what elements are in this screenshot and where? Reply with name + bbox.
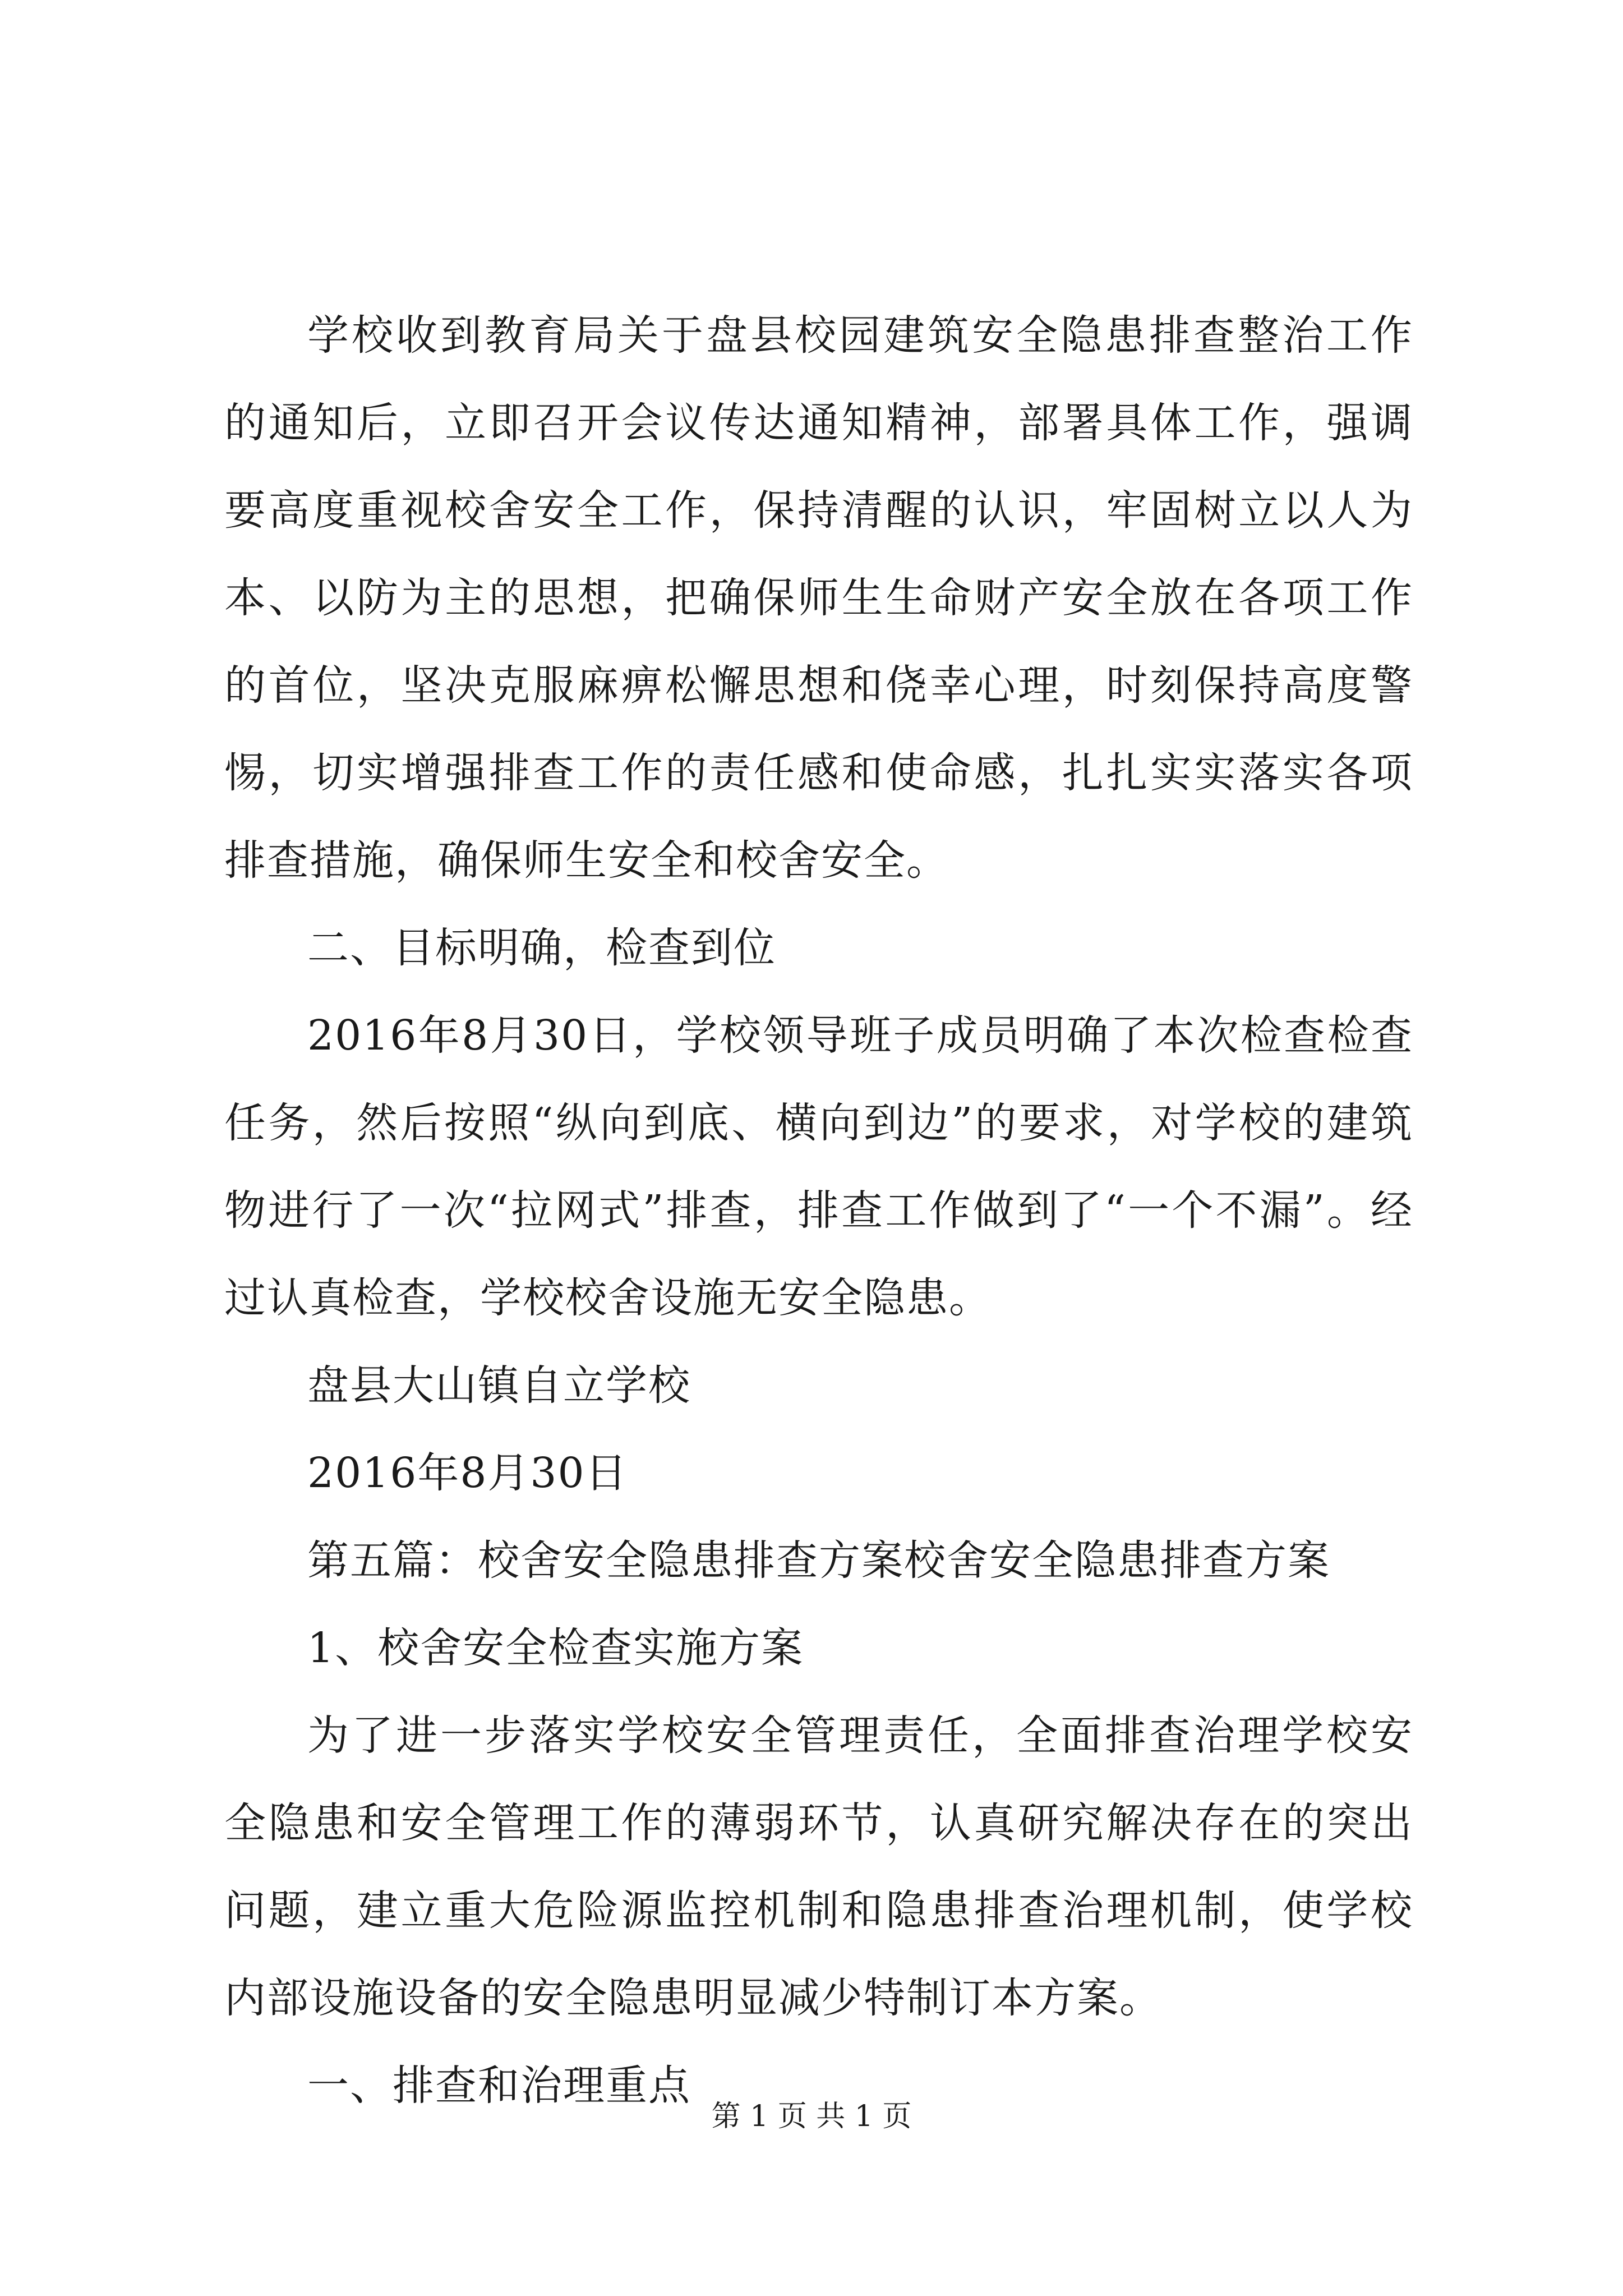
signature-date: 2016年8月30日 [307,1449,628,1497]
document-body [224,292,1413,2129]
heading-plan-one: 1、校舍安全检查实施方案 [307,1624,804,1672]
heading-section-two: 二、目标明确，检查到位 [307,924,776,972]
paragraph-intro: 学校收到教育局关于盘县校园建筑安全隐患排查整治工作的通知后，立即召开会议传达通知精神，部署具体工作，强调要高度重视校舍安全工作，保持清醒的认识，牢固树立以人为本、以防为主的思想，把确保师生生命财产安全放在各项工作的首位，坚决克服麻痹松懈思想和侥幸心理，时刻保持高度警惕，切实增强排查工作的责任感和使命感，扎扎实实落实各项排查措施，确保师生安全和校舍安全。 [224,311,1413,885]
page-footer: 第 1 页 共 1 页 [711,2100,912,2133]
heading-part-five: 第五篇：校舍安全隐患排查方案校舍安全隐患排查方案 [307,1536,1330,1585]
heading-section-one: 一、排查和治理重点 [307,2062,691,2110]
signature-school-name: 盘县大山镇自立学校 [307,1361,691,1410]
paragraph-inspection: 2016年8月30日，学校领导班子成员明确了本次检查检查任务，然后按照“纵向到底、横向到边”的要求，对学校的建筑物进行了一次“拉网式”排查，排查工作做到了“一个不漏”。经过认真检查，学校校舍设施无安全隐患。 [224,1011,1413,1322]
paragraph-purpose: 为了进一步落实学校安全管理责任，全面排查治理学校安全隐患和安全管理工作的薄弱环节，认真研究解决存在的突出问题，建立重大危险源监控机制和隐患排查治理机制，使学校内部设施设备的安全隐患明显减少特制订本方案。 [224,1711,1413,2022]
